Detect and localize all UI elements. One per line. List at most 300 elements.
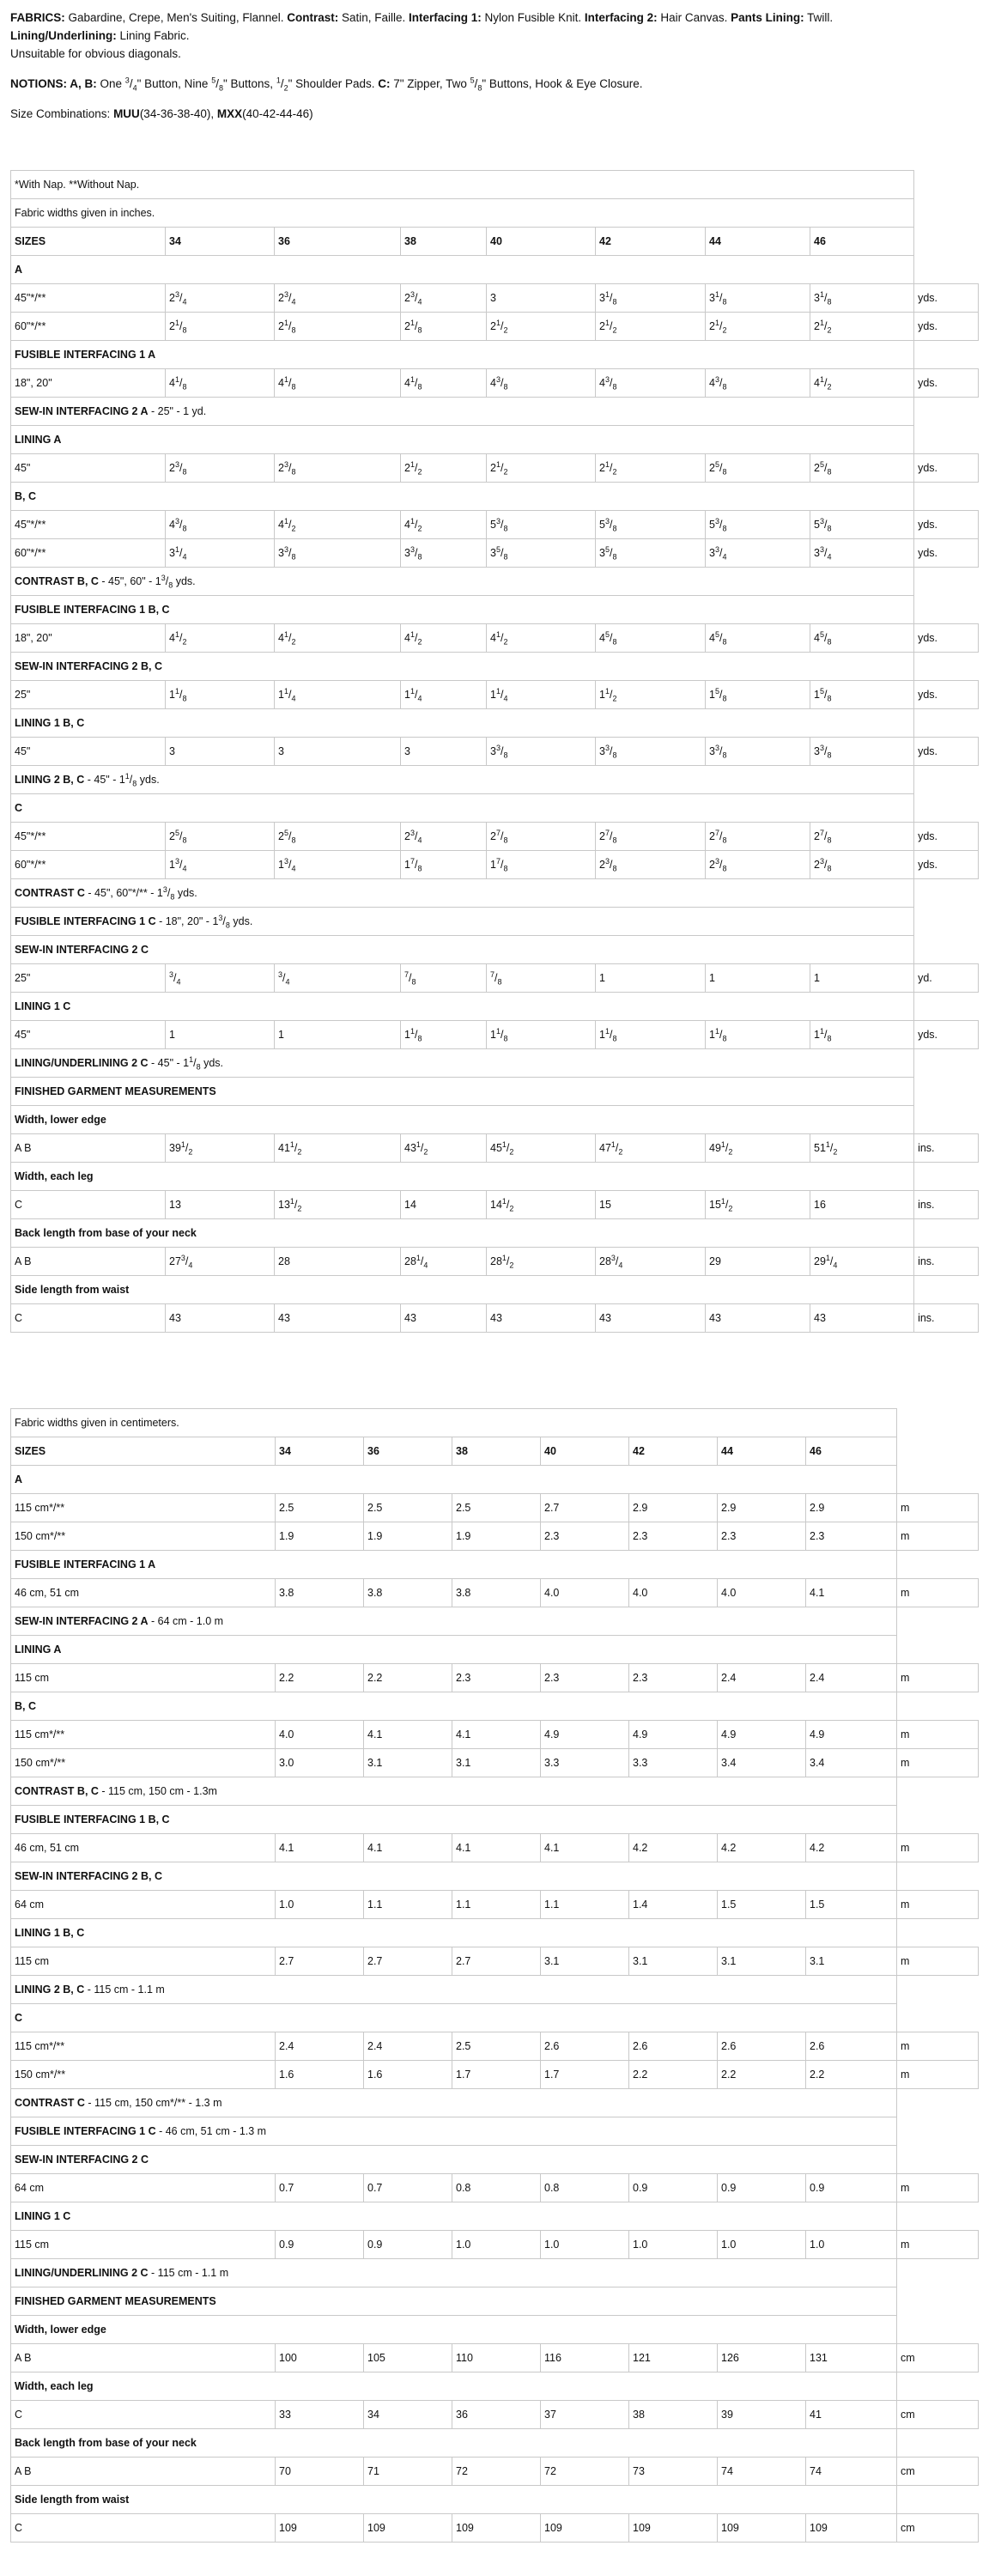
yardage-value: 0.9: [364, 2231, 452, 2259]
yardage-value: $2^3/_8$: [166, 454, 275, 483]
empty-cell: [914, 1276, 979, 1304]
note-text: - 115 cm - 1.1 m: [148, 2267, 229, 2279]
yardage-value: $1^7/_8$: [487, 851, 596, 879]
yardage-value: 72: [541, 2458, 629, 2486]
section-heading-row: [11, 426, 979, 454]
yardage-value: 100: [276, 2344, 364, 2372]
yardage-note: [11, 1976, 897, 2004]
section-heading: Width, each leg: [11, 1163, 914, 1191]
yardage-value: 13: [166, 1191, 275, 1219]
yardage-value: 4.9: [541, 1721, 629, 1749]
empty-cell: [914, 1219, 979, 1248]
note-row: [11, 879, 979, 908]
yardage-value: 41: [806, 2401, 897, 2429]
note-label: CONTRAST B, C: [15, 1785, 99, 1797]
yardage-value: $1^1/_8$: [706, 1021, 810, 1049]
yardage-note: [11, 1777, 897, 1806]
section-heading-row: [11, 794, 979, 823]
section-heading-row: [11, 1078, 979, 1106]
fabric-width: C: [11, 1304, 166, 1333]
yardage-value: 4.1: [452, 1721, 541, 1749]
section-heading: Back length from base of your neck: [11, 2429, 897, 2458]
yardage-value: $29^1/_4$: [810, 1248, 914, 1276]
yardage-value: 43: [596, 1304, 706, 1333]
yardage-value: $2^1/_2$: [810, 313, 914, 341]
yardage-value: 121: [629, 2344, 718, 2372]
yardage-value: $2^5/_8$: [166, 823, 275, 851]
section-heading: SEW-IN INTERFACING 2 B, C: [11, 1862, 897, 1891]
table-note: Fabric widths given in inches.: [11, 199, 914, 228]
section-heading-row: [11, 483, 979, 511]
section-heading: FUSIBLE INTERFACING 1 B, C: [11, 596, 914, 624]
yardage-value: $4^3/_8$: [596, 369, 706, 398]
yardage-value: $2^3/_8$: [275, 454, 401, 483]
yardage-value: 37: [541, 2401, 629, 2429]
yardage-value: 3.1: [806, 1947, 897, 1976]
yardage-value: 2.7: [452, 1947, 541, 1976]
yardage-value: $^3/_4$: [166, 964, 275, 993]
yardage-value: 43: [487, 1304, 596, 1333]
empty-cell: [914, 1163, 979, 1191]
unit-label: yds.: [914, 823, 979, 851]
yardage-value: $51^1/_2$: [810, 1134, 914, 1163]
yardage-value: 2.7: [541, 1494, 629, 1522]
yardage-value: 74: [806, 2458, 897, 2486]
section-heading: SEW-IN INTERFACING 2 C: [11, 2146, 897, 2174]
yardage-value: $5^3/_8$: [810, 511, 914, 539]
table-row: [11, 738, 979, 766]
section-heading: FINISHED GARMENT MEASUREMENTS: [11, 1078, 914, 1106]
empty-cell: [897, 1466, 979, 1494]
yardage-value: $1^1/_8$: [401, 1021, 487, 1049]
yardage-value: $2^3/_8$: [810, 851, 914, 879]
section-heading: A: [11, 1466, 897, 1494]
yardage-value: $47^1/_2$: [596, 1134, 706, 1163]
section-heading-row: [11, 993, 979, 1021]
yardage-value: $^3/_4$: [275, 964, 401, 993]
fabric-width: 60"*/**: [11, 851, 166, 879]
size-combo-mxx: MXX: [216, 107, 243, 120]
yardage-value: 4.1: [276, 1834, 364, 1862]
fabric-width: A B: [11, 2344, 276, 2372]
pants-lining-text: Twill.: [804, 11, 834, 24]
yardage-value: 1.7: [541, 2061, 629, 2089]
note-row: [11, 2259, 979, 2287]
yardage-value: 38: [629, 2401, 718, 2429]
yardage-value: $2^3/_8$: [706, 851, 810, 879]
empty-cell: [897, 2089, 979, 2117]
note-text: - 115 cm, 150 cm - 1.3m: [98, 1785, 217, 1797]
yardage-value: 0.9: [806, 2174, 897, 2202]
yardage-value: 2.6: [806, 2032, 897, 2061]
yardage-value: $2^5/_8$: [275, 823, 401, 851]
fabric-width: 150 cm*/**: [11, 1749, 276, 1777]
fabric-width: 45": [11, 1021, 166, 1049]
yardage-value: $2^1/_2$: [487, 313, 596, 341]
empty-cell: [914, 908, 979, 936]
fabrics-label: FABRICS:: [10, 11, 65, 24]
fabric-width: 45"*/**: [11, 823, 166, 851]
yardage-value: 2.4: [276, 2032, 364, 2061]
yardage-value: $4^3/_8$: [166, 511, 275, 539]
yardage-value: 29: [706, 1248, 810, 1276]
note-label: FUSIBLE INTERFACING 1 C: [15, 915, 156, 927]
yardage-value: 43: [810, 1304, 914, 1333]
empty-cell: [897, 2429, 979, 2458]
section-heading: LINING 1 B, C: [11, 709, 914, 738]
notions-c-label: C:: [378, 77, 391, 90]
fabric-width: A B: [11, 2458, 276, 2486]
yardage-value: 3.8: [364, 1579, 452, 1607]
size-combo-muu-sizes: (34-36-38-40),: [139, 107, 217, 120]
note-row: [11, 171, 979, 199]
unit-label: ins.: [914, 1304, 979, 1333]
unit-label: m: [897, 1891, 979, 1919]
note-row: [11, 766, 979, 794]
table-row: [11, 1021, 979, 1049]
yardage-value: 4.1: [364, 1834, 452, 1862]
yardage-note: [11, 398, 914, 426]
yardage-value: 2.2: [276, 1664, 364, 1692]
yardage-value: $2^3/_4$: [275, 284, 401, 313]
yardage-value: $2^5/_8$: [706, 454, 810, 483]
yardage-value: $1^1/_4$: [487, 681, 596, 709]
pants-lining-label: Pants Lining:: [731, 11, 804, 24]
yardage-value: $4^1/_8$: [401, 369, 487, 398]
unit-label: yds.: [914, 738, 979, 766]
section-heading-row: [11, 1692, 979, 1721]
yardage-value: $2^3/_4$: [401, 284, 487, 313]
size-header: 34: [276, 1437, 364, 1466]
table-row: [11, 964, 979, 993]
yardage-value: 3: [275, 738, 401, 766]
yardage-value: 3.1: [364, 1749, 452, 1777]
yardage-value: $3^3/_8$: [810, 738, 914, 766]
yardage-value: $3^1/_8$: [810, 284, 914, 313]
yardage-value: $43^1/_2$: [401, 1134, 487, 1163]
section-heading-row: [11, 341, 979, 369]
table-row: [11, 313, 979, 341]
unit-label: m: [897, 2061, 979, 2089]
empty-cell: [897, 2287, 979, 2316]
yardage-value: $45^1/_2$: [487, 1134, 596, 1163]
fabric-width: 25": [11, 964, 166, 993]
table-row: [11, 539, 979, 568]
yardage-value: 3.3: [629, 1749, 718, 1777]
yardage-value: 0.7: [364, 2174, 452, 2202]
section-heading-row: [11, 2202, 979, 2231]
yardage-value: 43: [706, 1304, 810, 1333]
unit-label: cm: [897, 2514, 979, 2543]
yardage-value: 2.3: [541, 1664, 629, 1692]
section-heading: Side length from waist: [11, 1276, 914, 1304]
yardage-value: 3.4: [806, 1749, 897, 1777]
section-heading-row: [11, 2287, 979, 2316]
empty-cell: [914, 653, 979, 681]
yardage-value: 109: [629, 2514, 718, 2543]
note-row: [11, 1409, 979, 1437]
yardage-value: 1.0: [806, 2231, 897, 2259]
yardage-value: $1^1/_2$: [596, 681, 706, 709]
section-heading: LINING A: [11, 1636, 897, 1664]
yardage-value: $2^3/_4$: [401, 823, 487, 851]
yardage-value: 116: [541, 2344, 629, 2372]
fabrics-line: [10, 9, 972, 27]
unit-label: cm: [897, 2401, 979, 2429]
fabric-width: 60"*/**: [11, 539, 166, 568]
section-heading-row: [11, 256, 979, 284]
section-heading: Side length from waist: [11, 2486, 897, 2514]
yardage-value: 109: [806, 2514, 897, 2543]
sizes-label: SIZES: [11, 1437, 276, 1466]
empty-cell: [897, 1607, 979, 1636]
yardage-value: $3^3/_8$: [275, 539, 401, 568]
note-text: - 45" - $1^1/_8$ yds.: [84, 771, 160, 788]
section-heading: LINING 1 C: [11, 993, 914, 1021]
unsuitable-note: Unsuitable for obvious diagonals.: [10, 47, 181, 60]
yardage-value: 2.3: [629, 1664, 718, 1692]
table-row: [11, 1522, 979, 1551]
section-heading: FUSIBLE INTERFACING 1 B, C: [11, 1806, 897, 1834]
section-heading-row: [11, 1466, 979, 1494]
section-heading-row: [11, 1919, 979, 1947]
yardage-value: 2.9: [806, 1494, 897, 1522]
yardage-value: 4.0: [629, 1579, 718, 1607]
section-heading: LINING 1 B, C: [11, 1919, 897, 1947]
note-row: [11, 908, 979, 936]
contrast-label: Contrast:: [287, 11, 339, 24]
yardage-value: 4.2: [806, 1834, 897, 1862]
fabric-width: 18", 20": [11, 624, 166, 653]
yardage-value: 39: [718, 2401, 806, 2429]
yardage-value: 72: [452, 2458, 541, 2486]
fabric-width: C: [11, 1191, 166, 1219]
yardage-value: $39^1/_2$: [166, 1134, 275, 1163]
yardage-value: 2.3: [629, 1522, 718, 1551]
yardage-value: 70: [276, 2458, 364, 2486]
yardage-value: 1: [706, 964, 810, 993]
note-row: [11, 1049, 979, 1078]
yardage-note: [11, 568, 914, 596]
yardage-value: 2.4: [806, 1664, 897, 1692]
yardage-value: $5^3/_8$: [596, 511, 706, 539]
empty-cell: [897, 1692, 979, 1721]
interfacing1-label: Interfacing 1:: [409, 11, 482, 24]
empty-cell: [897, 2202, 979, 2231]
unit-label: m: [897, 1749, 979, 1777]
unit-label: ins.: [914, 1134, 979, 1163]
section-heading: Width, each leg: [11, 2372, 897, 2401]
yardage-value: 2.4: [718, 1664, 806, 1692]
fabric-width: 115 cm: [11, 1947, 276, 1976]
yardage-value: $1^1/_8$: [487, 1021, 596, 1049]
yardage-value: 4.1: [452, 1834, 541, 1862]
yardage-value: $1^3/_4$: [166, 851, 275, 879]
fabric-width: 18", 20": [11, 369, 166, 398]
yardage-value: $2^7/_8$: [706, 823, 810, 851]
yardage-value: 16: [810, 1191, 914, 1219]
table-row: [11, 1664, 979, 1692]
yardage-value: $3^1/_8$: [596, 284, 706, 313]
yardage-value: 1.9: [276, 1522, 364, 1551]
empty-cell: [897, 1409, 979, 1437]
fabrics-text: Gabardine, Crepe, Men's Suiting, Flannel.: [64, 11, 288, 24]
yardage-value: $^7/_8$: [401, 964, 487, 993]
yardage-value: 1.1: [452, 1891, 541, 1919]
fabric-width: 115 cm: [11, 1664, 276, 1692]
yardage-value: 2.4: [364, 2032, 452, 2061]
yardage-value: $1^3/_4$: [275, 851, 401, 879]
empty-cell: [914, 936, 979, 964]
unit-label: ins.: [914, 1248, 979, 1276]
notions-ab-text: One $^3/_4$" Button, Nine $^5/_8$" Buttons, $^1/_2$" Shoulder Pads.: [100, 76, 375, 93]
section-heading: C: [11, 2004, 897, 2032]
yardage-value: 1: [596, 964, 706, 993]
yardage-value: 0.9: [718, 2174, 806, 2202]
size-header: 36: [275, 228, 401, 256]
yardage-value: $2^7/_8$: [596, 823, 706, 851]
section-heading-row: [11, 1276, 979, 1304]
section-heading-row: [11, 1219, 979, 1248]
empty-cell: [914, 228, 979, 256]
yardage-table-inches: [10, 170, 979, 1333]
section-heading: B, C: [11, 483, 914, 511]
yardage-value: 4.1: [364, 1721, 452, 1749]
yardage-value: 2.7: [276, 1947, 364, 1976]
yardage-value: $4^1/_8$: [275, 369, 401, 398]
yardage-value: 2.9: [718, 1494, 806, 1522]
unit-label: m: [897, 1522, 979, 1551]
section-heading: Width, lower edge: [11, 1106, 914, 1134]
section-heading: FINISHED GARMENT MEASUREMENTS: [11, 2287, 897, 2316]
empty-cell: [897, 2117, 979, 2146]
size-header: 38: [401, 228, 487, 256]
yardage-value: $3^3/_4$: [706, 539, 810, 568]
unit-label: m: [897, 2231, 979, 2259]
empty-cell: [914, 709, 979, 738]
yardage-value: 3.0: [276, 1749, 364, 1777]
yardage-value: 34: [364, 2401, 452, 2429]
yardage-value: $2^5/_8$: [810, 454, 914, 483]
empty-cell: [897, 2146, 979, 2174]
note-label: CONTRAST C: [15, 887, 85, 899]
yardage-value: $2^1/_8$: [275, 313, 401, 341]
section-heading-row: [11, 1862, 979, 1891]
yardage-value: 4.2: [718, 1834, 806, 1862]
note-label: CONTRAST C: [15, 2097, 85, 2109]
sizes-label: SIZES: [11, 228, 166, 256]
note-label: LINING 2 B, C: [15, 774, 85, 786]
yardage-note: [11, 908, 914, 936]
section-heading: LINING A: [11, 426, 914, 454]
unit-label: yds.: [914, 511, 979, 539]
yardage-value: 0.9: [629, 2174, 718, 2202]
yardage-value: 2.2: [364, 1664, 452, 1692]
section-heading-row: [11, 1636, 979, 1664]
yardage-value: 1.0: [452, 2231, 541, 2259]
section-heading: B, C: [11, 1692, 897, 1721]
section-heading-row: [11, 653, 979, 681]
interfacing1-text: Nylon Fusible Knit.: [481, 11, 585, 24]
yardage-value: $41^1/_2$: [275, 1134, 401, 1163]
empty-cell: [914, 568, 979, 596]
fabric-width: A B: [11, 1134, 166, 1163]
fabric-width: 115 cm*/**: [11, 1721, 276, 1749]
note-row: [11, 2089, 979, 2117]
yardage-value: $28^1/_2$: [487, 1248, 596, 1276]
note-label: LINING/UNDERLINING 2 C: [15, 2267, 149, 2279]
notions-label: NOTIONS: A, B:: [10, 77, 97, 90]
note-label: LINING 2 B, C: [15, 1984, 85, 1996]
yardage-value: 126: [718, 2344, 806, 2372]
note-text: - 45", 60"*/** - $1^3/_8$ yds.: [84, 884, 197, 902]
yardage-value: 33: [276, 2401, 364, 2429]
notions-c-text: 7" Zipper, Two $^5/_8$" Buttons, Hook & Eye Closure.: [393, 76, 643, 93]
empty-cell: [914, 426, 979, 454]
section-heading-row: [11, 2004, 979, 2032]
empty-cell: [914, 341, 979, 369]
empty-cell: [914, 483, 979, 511]
fabric-width: 150 cm*/**: [11, 1522, 276, 1551]
unit-label: m: [897, 1579, 979, 1607]
yardage-value: $4^1/_2$: [275, 511, 401, 539]
section-heading-row: [11, 709, 979, 738]
lining-line: [10, 27, 972, 45]
yardage-value: 4.1: [541, 1834, 629, 1862]
yardage-value: 73: [629, 2458, 718, 2486]
yardage-value: $3^3/_8$: [706, 738, 810, 766]
pattern-info: [10, 9, 972, 123]
yardage-value: 4.2: [629, 1834, 718, 1862]
yardage-value: 1: [810, 964, 914, 993]
note-row: [11, 2117, 979, 2146]
fabric-width: C: [11, 2514, 276, 2543]
section-heading: SEW-IN INTERFACING 2 B, C: [11, 653, 914, 681]
table-row: [11, 511, 979, 539]
yardage-value: 2.5: [276, 1494, 364, 1522]
yardage-value: 2.5: [452, 1494, 541, 1522]
empty-cell: [914, 199, 979, 228]
yardage-value: $27^3/_4$: [166, 1248, 275, 1276]
table-row: [11, 851, 979, 879]
section-heading: Back length from base of your neck: [11, 1219, 914, 1248]
size-header: 38: [452, 1437, 541, 1466]
yardage-value: $13^1/_2$: [275, 1191, 401, 1219]
unit-label: cm: [897, 2458, 979, 2486]
yardage-value: 1.9: [452, 1522, 541, 1551]
yardage-value: $3^5/_8$: [596, 539, 706, 568]
yardage-value: 4.0: [541, 1579, 629, 1607]
yardage-note: [11, 2117, 897, 2146]
yardage-value: $4^3/_8$: [487, 369, 596, 398]
yardage-value: $^7/_8$: [487, 964, 596, 993]
fabric-width: 45": [11, 454, 166, 483]
yardage-value: 110: [452, 2344, 541, 2372]
yardage-value: 0.9: [276, 2231, 364, 2259]
table-row: [11, 1494, 979, 1522]
empty-cell: [897, 1862, 979, 1891]
note-text: - 25" - 1 yd.: [148, 405, 207, 417]
yardage-value: $2^1/_8$: [401, 313, 487, 341]
yardage-value: 3.8: [452, 1579, 541, 1607]
yardage-value: 36: [452, 2401, 541, 2429]
yardage-value: $2^1/_2$: [706, 313, 810, 341]
yardage-value: $2^1/_8$: [166, 313, 275, 341]
yardage-value: 4.0: [718, 1579, 806, 1607]
table-row: [11, 1834, 979, 1862]
yardage-value: 0.7: [276, 2174, 364, 2202]
section-heading-row: [11, 1106, 979, 1134]
